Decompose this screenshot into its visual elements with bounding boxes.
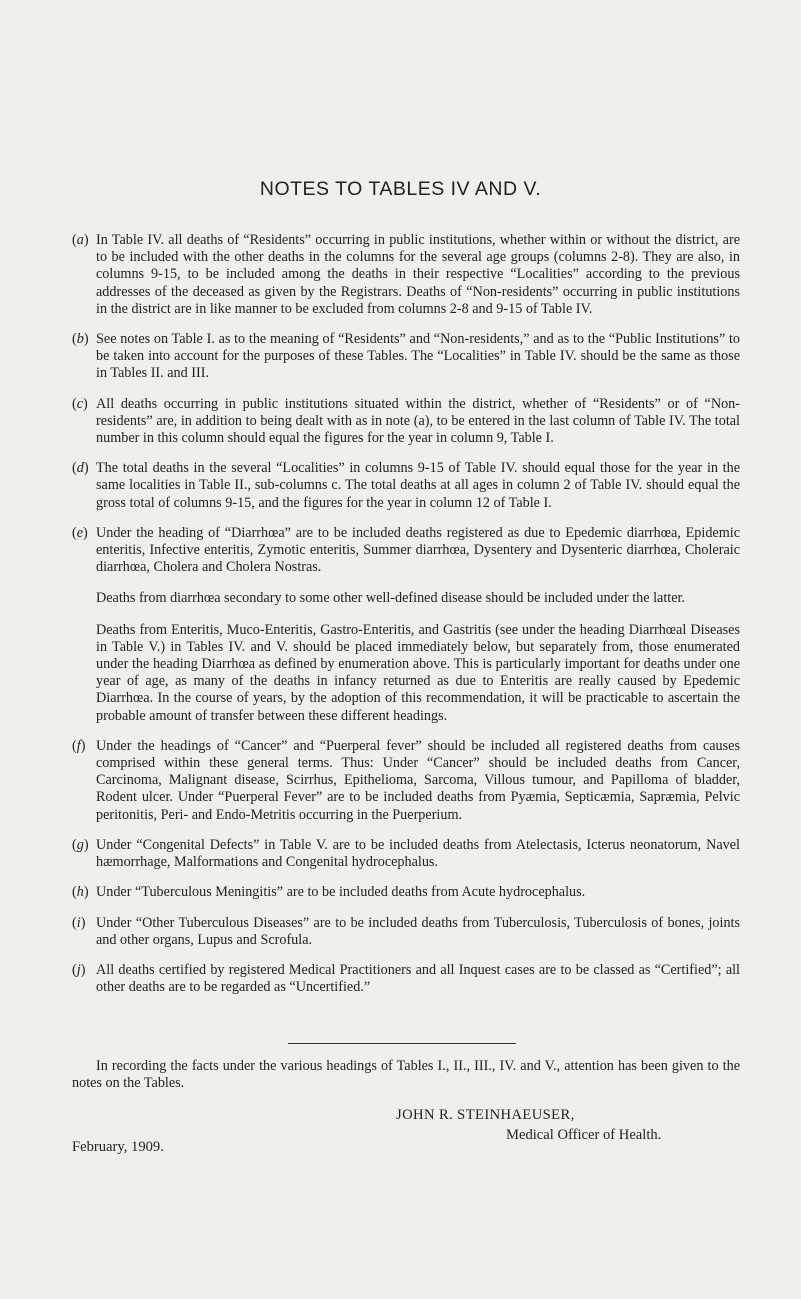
note-g [72,837,740,871]
note-d [72,460,740,512]
note-label: (e) [72,524,88,541]
note-f [72,738,740,824]
note-text: Under the heading of “Diarrhœa” are to be included deaths registered as due to Epedemic diarrhœa, Epidemic enteritis, Infective enteritis, Zymotic enteritis, Summer diarrhœa, Dysentery and Dysenteric diarrhœa, Choleraic diarrhœa, Cholera and Cholera Nostras. [96,524,740,576]
note-j [72,962,740,996]
note-text: Under the headings of “Cancer” and “Puerperal fever” should be included all registered deaths from causes comprised within these general terms. Thus: Under “Cancer” should be included deaths from Cancer, Carcinoma, Malignant disease, Scirrhus, Epithelioma, Sarcoma, Villous tumour, and Papilloma of bladder, Rodent ulcer. Under “Puerperal Fever” are to be included deaths from Pyæmia, Septicæmia, Sapræmia, Pelvic peritonitis, Peri- and Endo-Metritis occurring in the Puerperium. [96,737,740,823]
note-text: Under “Congenital Defects” in Table V. are to be included deaths from Atelectasis, Icterus neonatorum, Navel hæmorrhage, Malformations and Congenital hydrocephalus. [96,836,740,871]
note-label: (h) [72,884,89,901]
notes-list [72,232,740,1009]
note-label: (j) [72,961,86,978]
note-text: All deaths certified by registered Medical Practitioners and all Inquest cases are to be classed as “Certified”; all other deaths are to be regarded as “Uncertified.” [96,961,740,996]
note-text: Under “Tuberculous Meningitis” are to be included deaths from Acute hydrocephalus. [96,884,586,901]
note-text: All deaths occurring in public institutions situated within the district, whether of “Residents” or of “Non-residents” are, in addition to being dealt with as in note (a), to be entered in the last column of Table IV. The total number in this column should equal the figures for the year in column 9, Table I. [96,395,740,447]
note-e [72,525,740,725]
note-a [72,232,740,318]
signature-name: JOHN R. STEINHAEUSER, [396,1107,575,1123]
page-title: NOTES TO TABLES IV AND V. [259,178,542,200]
note-label: (c) [72,395,88,412]
document-date: February, 1909. [72,1139,164,1155]
note-label: (d) [72,460,89,477]
note-h [72,884,740,901]
note-c [72,396,740,448]
closing-paragraph: In recording the facts under the various headings of Tables I., II., III., IV. and V., attention has been given to the notes on the Tables. [72,1058,740,1092]
note-label: (b) [72,331,89,348]
note-label: (a) [72,232,89,248]
signature-title: Medical Officer of Health. [506,1127,662,1143]
note-i [72,915,740,949]
note-text: Under “Other Tuberculous Diseases” are to be included deaths from Tuberculosis, Tuberculosis of bones, joints and other organs, Lupus and Scrofula. [96,914,740,948]
note-text: The total deaths in the several “Localities” in columns 9-15 of Table IV. should equal those for the year in the same localities in Table II., sub-columns c. The total deaths at all ages in column 2 of Table IV. should equal the gross total of columns 9-15, and the figures for the year in column 12 of Table I. [96,460,740,511]
note-text: Deaths from Enteritis, Muco-Enteritis, Gastro-Enteritis, and Gastritis (see under the heading Diarrhœal Diseases in Table V.) in Tables IV. and V. should be placed immediately below, but separately from, those enumerated under the heading Diarrhœa as defined by enumeration above. This is particularly important for deaths under one year of age, as many of the deaths in infancy returned as due to Enteritis are really caused by Epedemic Diarrhœa. In the course of years, by the adoption of this recommendation, it will be practicable to ascertain the probable amount of transfer between these different headings. [96,621,740,724]
note-label: (f) [72,737,86,754]
note-text: See notes on Table I. as to the meaning of “Residents” and “Non-residents,” and as to the “Public Institutions” to be taken into account for the purposes of these Tables. The “Localities” in Table IV. should be the same as those in Tables II. and III. [96,331,740,382]
note-text: In Table IV. all deaths of “Residents” occurring in public institutions, whether within or without the district, are to be included with the other deaths in the columns for the several age groups (columns 2-8). They are also, in columns 9-15, to be included among the deaths in their respective “Localities” according to the previous addresses of the deceased as given by the Registrars. Deaths of “Non-residents” occurring in public institutions in the district are in like manner to be excluded from columns 2-8 and 9-15 of Table IV. [96,232,740,317]
note-text: Deaths from diarrhœa secondary to some other well-defined disease should be included under the latter. [96,590,685,607]
note-label: (g) [72,836,89,853]
note-b [72,331,740,383]
note-label: (i) [72,914,86,931]
divider-rule [288,1043,516,1044]
